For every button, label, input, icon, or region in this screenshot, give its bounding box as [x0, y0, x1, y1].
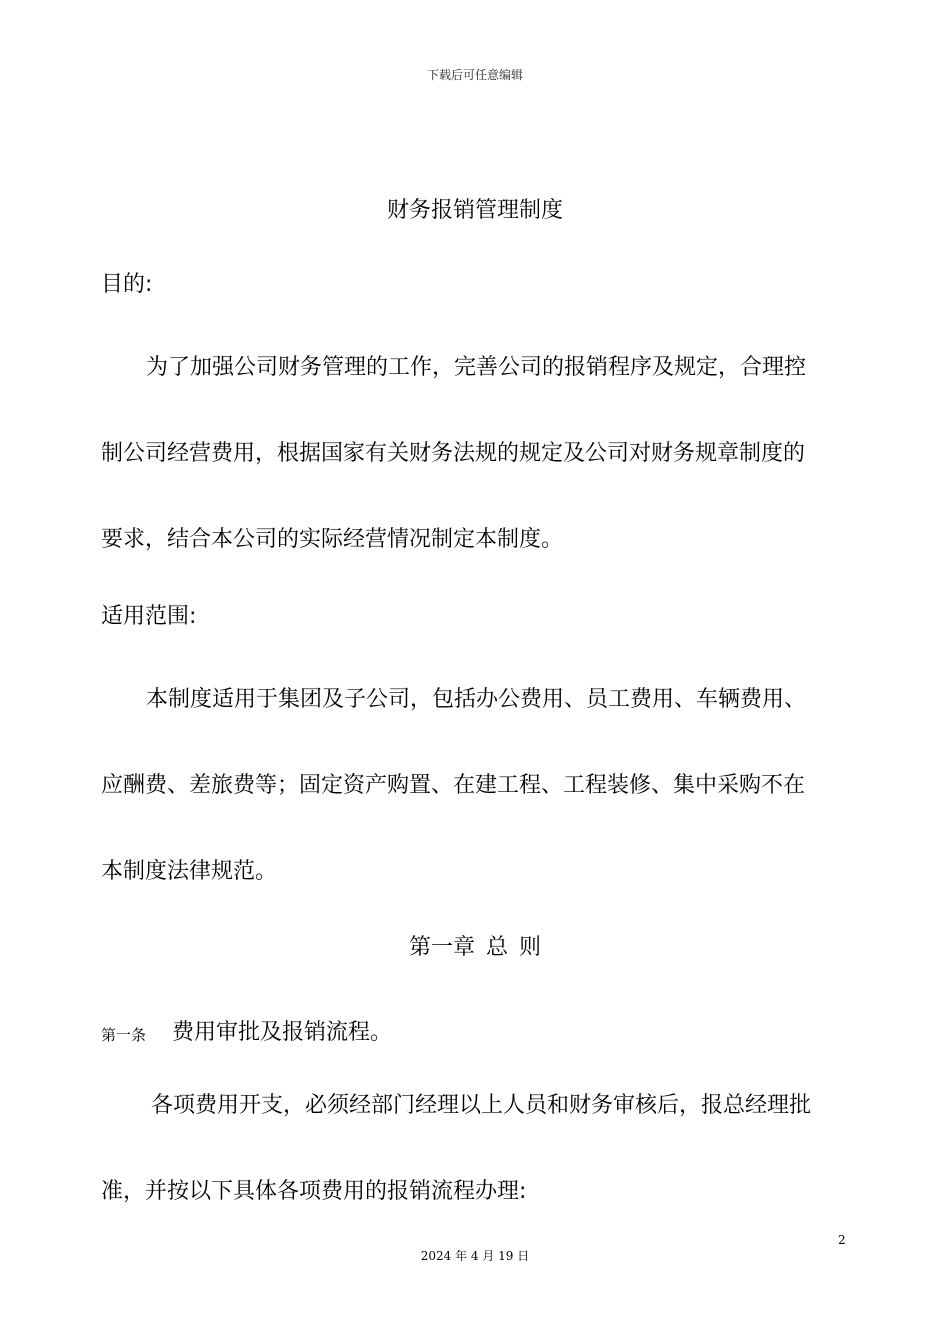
- document-title: 财务报销管理制度: [386, 198, 563, 223]
- article-title: 费用审批及报销流程。: [172, 1020, 393, 1045]
- footer-date: 2024 年 4 月 19 日: [420, 1249, 530, 1263]
- article-number: 第一条: [101, 1026, 147, 1044]
- article-line-1: 各项费用开支，必须经部门经理以上人员和财务审核后，报总经理批: [151, 1093, 812, 1118]
- page-header-note: 下载后可任意编辑: [426, 68, 523, 82]
- purpose-line-3: 要求，结合本公司的实际经营情况制定本制度。: [101, 527, 564, 552]
- purpose-line-1: 为了加强公司财务管理的工作，完善公司的报销程序及规定，合理控: [146, 355, 807, 380]
- scope-line-2: 应酬费、差旅费等；固定资产购置、在建工程、工程装修、集中采购不在: [101, 773, 806, 798]
- scope-line-3: 本制度法律规范。: [101, 859, 278, 884]
- scope-line-1: 本制度适用于集团及子公司，包括办公费用、员工费用、车辆费用、: [146, 687, 807, 712]
- article-line-2: 准，并按以下具体各项费用的报销流程办理:: [101, 1179, 527, 1204]
- chapter-title: 第一章 总 则: [409, 935, 541, 960]
- purpose-label: 目的:: [101, 272, 153, 297]
- purpose-line-2: 制公司经营费用，根据国家有关财务法规的规定及公司对财务规章制度的: [101, 441, 806, 466]
- page-number: 2: [838, 1233, 846, 1247]
- scope-label: 适用范围:: [101, 604, 197, 629]
